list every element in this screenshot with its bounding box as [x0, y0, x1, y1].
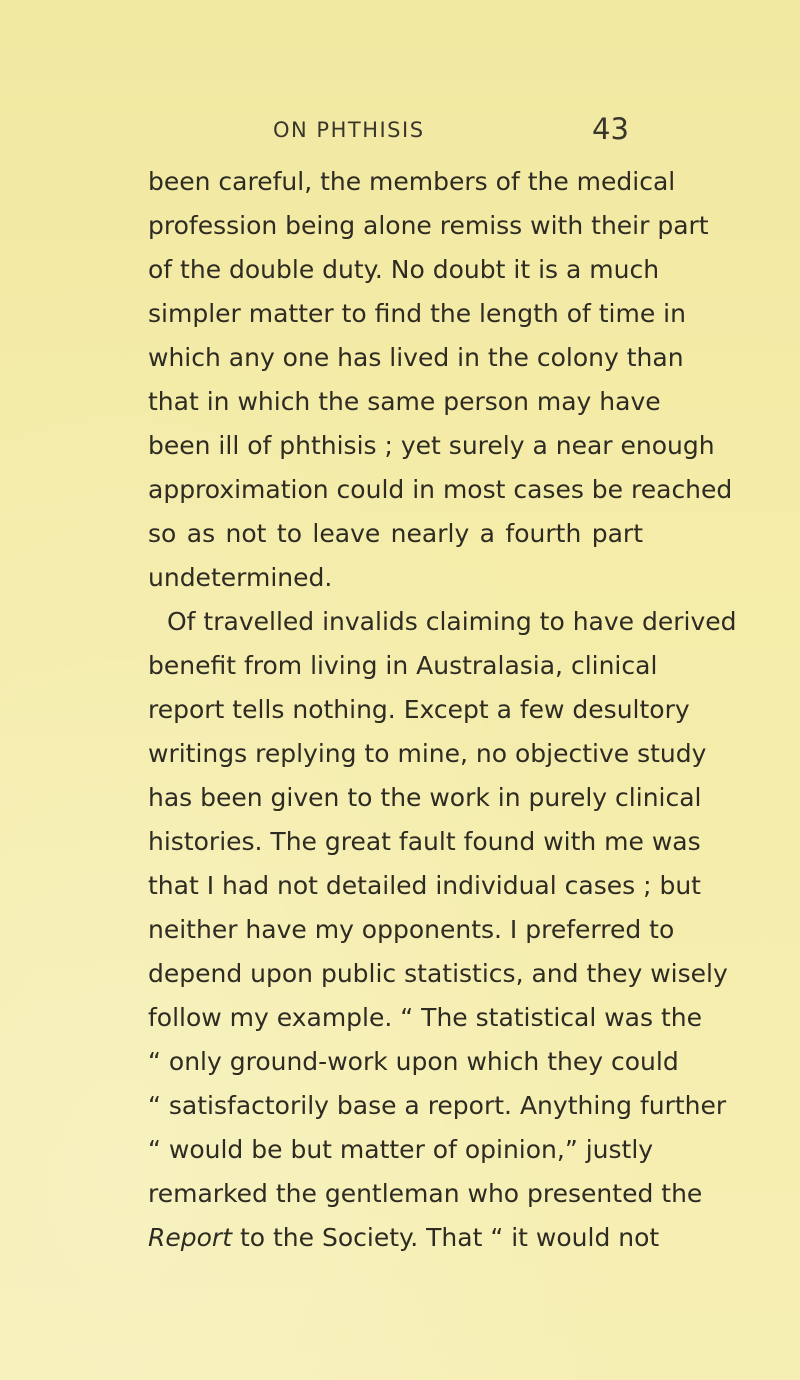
text-line: report tells nothing. Except a few desultory — [148, 695, 690, 724]
text-line: “ only ground-work upon which they could — [148, 1047, 679, 1076]
text-line: been ill of phthisis ; yet surely a near enough — [148, 431, 715, 460]
paragraph-end-line: undetermined. — [148, 563, 333, 592]
text-line: “ would be but matter of opinion,” justly — [148, 1135, 654, 1164]
paragraph-start-line: Of travelled invalids claiming to have derived — [167, 607, 737, 636]
text-line: simpler matter to find the length of time in — [148, 299, 686, 328]
text-line: that in which the same person may have — [148, 387, 661, 416]
text-line: “ satisfactorily base a report. Anything further — [148, 1091, 727, 1120]
italic-report-word: Report — [148, 1223, 232, 1252]
body-text — [148, 160, 737, 1260]
text-line: approximation could in most cases be reached — [148, 475, 733, 504]
text-line: has been given to the work in purely clinical — [148, 783, 702, 812]
running-title: ON PHTHISIS — [273, 118, 425, 142]
text-line-last — [148, 1216, 660, 1260]
text-line: of the double duty. No doubt it is a much — [148, 255, 660, 284]
text-line: benefit from living in Australasia, clinical — [148, 651, 658, 680]
text-line: which any one has lived in the colony than — [148, 343, 684, 372]
text-line: writings replying to mine, no objective study — [148, 739, 707, 768]
text-line: neither have my opponents. I preferred to — [148, 915, 675, 944]
text-line: depend upon public statistics, and they wisely — [148, 959, 728, 988]
page-number: 43 — [592, 112, 629, 146]
last-line-rest: to the Society. That “ it would not — [232, 1223, 660, 1252]
text-line: profession being alone remiss with their part — [148, 211, 709, 240]
text-line: so as not to leave nearly a fourth part — [148, 519, 643, 548]
text-line: remarked the gentleman who presented the — [148, 1179, 703, 1208]
text-line: histories. The great fault found with me was — [148, 827, 701, 856]
text-line: been careful, the members of the medical — [148, 167, 676, 196]
text-line: follow my example. “ The statistical was the — [148, 1003, 703, 1032]
running-head — [0, 112, 800, 152]
text-line: that I had not detailed individual cases ; but — [148, 871, 701, 900]
